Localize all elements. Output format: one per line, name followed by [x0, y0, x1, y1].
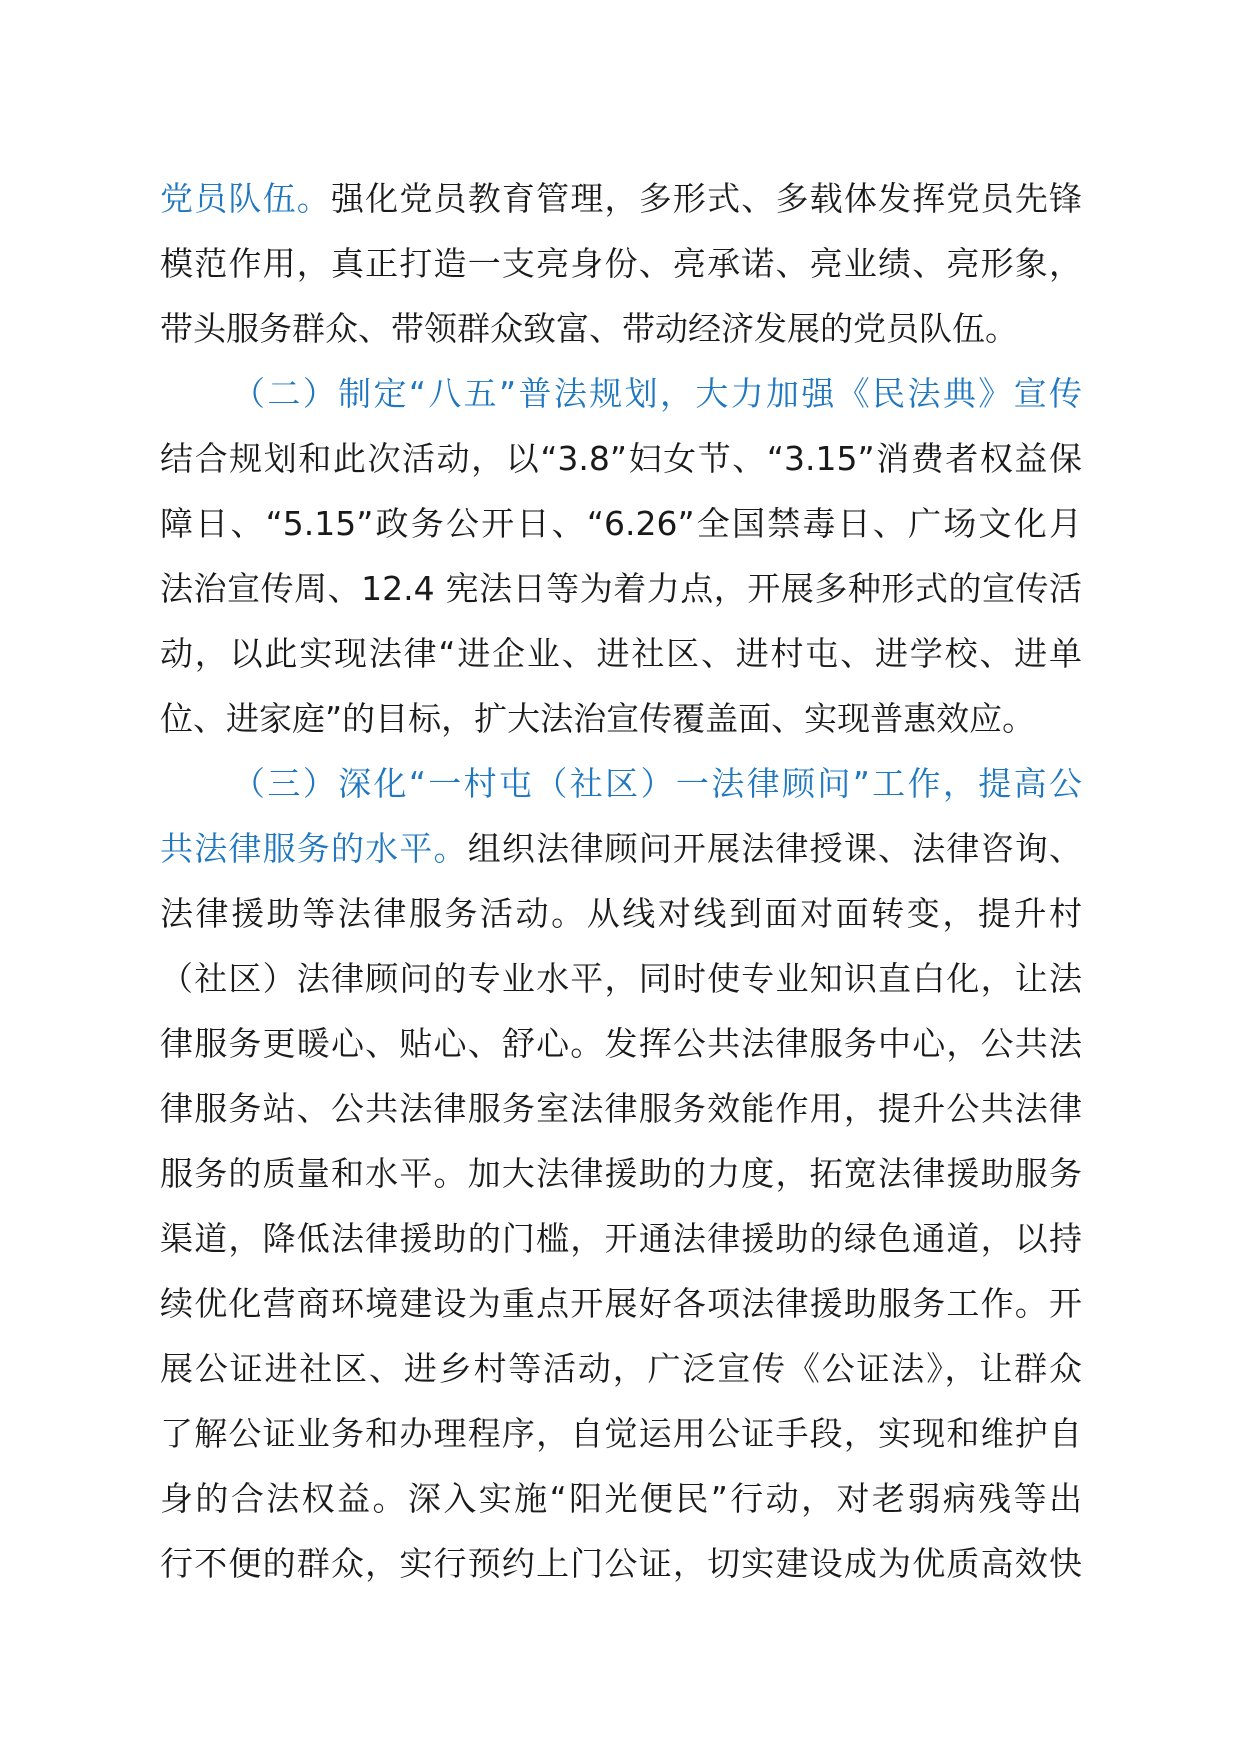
highlighted-text: （三）深化“一村屯（社区）一法律顾问”工作，提高公: [232, 764, 1082, 803]
text-line: [160, 491, 1082, 556]
text-line: [160, 686, 1082, 751]
section-heading-two: [160, 361, 1082, 426]
body-text-span: 服务的质量和水平。加大法律援助的力度，拓宽法律援助服务: [160, 1154, 1082, 1193]
body-text-span: 障日、“5.15”政务公开日、“6.26”全国禁毒日、广场文化月: [160, 504, 1082, 543]
text-line: [160, 1401, 1082, 1466]
paragraph-legal-advisor: [160, 751, 1082, 1596]
body-text-span: 模范作用，真正打造一支亮身份、亮承诺、亮业绩、亮形象，: [160, 244, 1082, 283]
body-text-span: 续优化营商环境建设为重点开展好各项法律援助服务工作。开: [160, 1284, 1082, 1323]
text-line: [160, 1336, 1082, 1401]
body-text-span: 动，以此实现法律“进企业、进社区、进村屯、进学校、进单: [160, 634, 1082, 673]
body-text-span: 律服务更暖心、贴心、舒心。发挥公共法律服务中心，公共法: [160, 1024, 1082, 1063]
text-line: [160, 621, 1082, 686]
body-text-span: 了解公证业务和办理程序，自觉运用公证手段，实现和维护自: [160, 1414, 1082, 1453]
body-text-span: 行不便的群众，实行预约上门公证，切实建设成为优质高效快: [160, 1544, 1082, 1583]
body-text-span: 律服务站、公共法律服务室法律服务效能作用，提升公共法律: [160, 1089, 1082, 1128]
text-line: [160, 1011, 1082, 1076]
body-text-span: 结合规划和此次活动，以“3.8”妇女节、“3.15”消费者权益保: [160, 439, 1082, 478]
body-text-span: 展公证进社区、进乡村等活动，广泛宣传《公证法》，让群众: [160, 1349, 1082, 1388]
text-line: [160, 1076, 1082, 1141]
highlighted-text: （二）制定“八五”普法规划，大力加强《民法典》宣传: [232, 374, 1082, 413]
text-line: [160, 231, 1082, 296]
text-line: [160, 946, 1082, 1011]
text-line: [160, 1141, 1082, 1206]
body-text-span: （社区）法律顾问的专业水平，同时使专业知识直白化，让法: [160, 959, 1082, 998]
text-line: [160, 1531, 1082, 1596]
body-text: [160, 166, 1082, 1596]
text-line: [160, 166, 1082, 231]
text-line: [160, 1206, 1082, 1271]
text-line: [160, 816, 1082, 881]
body-text-span: 渠道，降低法律援助的门槛，开通法律援助的绿色通道，以持: [160, 1219, 1082, 1258]
highlighted-text: 共法律服务的水平。: [160, 829, 468, 868]
text-line: [160, 1466, 1082, 1531]
body-text-span: 强化党员教育管理，多形式、多载体发挥党员先锋: [330, 179, 1083, 218]
paragraph-party-team: [160, 166, 1082, 361]
body-text-span: 身的合法权益。深入实施“阳光便民”行动，对老弱病残等出: [160, 1479, 1082, 1518]
text-line: [160, 881, 1082, 946]
section-heading-three: [160, 751, 1082, 816]
text-line: [160, 556, 1082, 621]
text-line: [160, 296, 1082, 361]
body-text-span: 带头服务群众、带领群众致富、带动经济发展的党员队伍。: [160, 309, 1018, 348]
highlighted-text: 党员队伍。: [160, 179, 331, 218]
text-line: [160, 1271, 1082, 1336]
body-text-span: 位、进家庭”的目标，扩大法治宣传覆盖面、实现普惠效应。: [160, 699, 1036, 738]
paragraph-civil-code-publicity: [160, 361, 1082, 751]
body-text-span: 组织法律顾问开展法律授课、法律咨询、: [467, 829, 1083, 868]
body-text-span: 法律援助等法律服务活动。从线对线到面对面转变，提升村: [160, 894, 1082, 933]
text-line: [160, 426, 1082, 491]
body-text-span: 法治宣传周、12.4 宪法日等为着力点，开展多种形式的宣传活: [160, 569, 1082, 608]
